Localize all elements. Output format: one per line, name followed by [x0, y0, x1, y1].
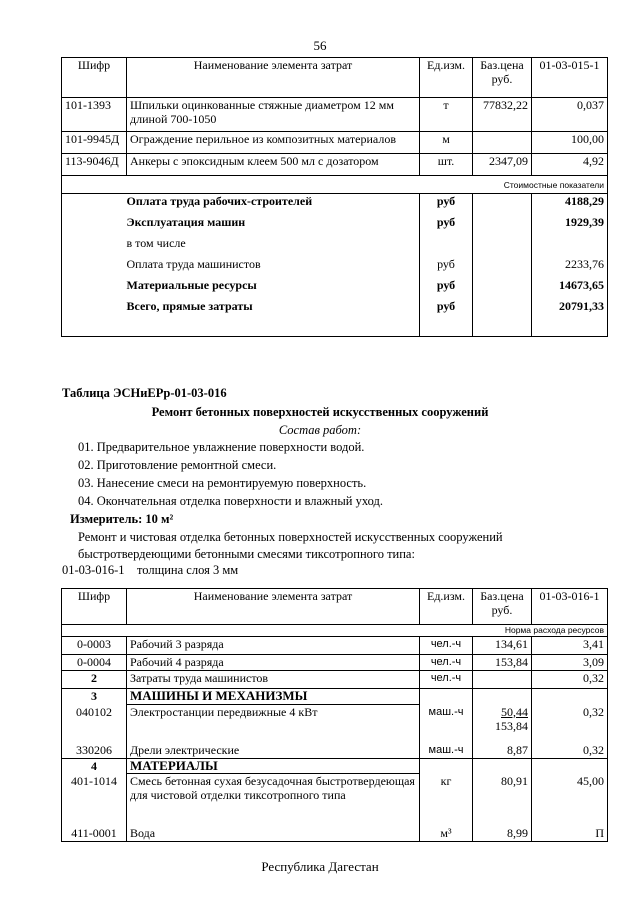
- cell-price: [473, 132, 532, 154]
- cell-name: Ограждение перильное из композитных материалов: [127, 132, 420, 154]
- cell-code: 0-0004: [62, 655, 127, 671]
- cell-code: 040102: [62, 705, 127, 743]
- section-title: МАТЕРИАЛЫ: [127, 759, 420, 774]
- cell-price: 2347,09: [473, 154, 532, 176]
- description: Ремонт и чистовая отделка бетонных поверхностей искусственных сооружений быстротвердеющими бетонными смесями тиксотропного типа:: [78, 530, 503, 561]
- cost-name: Эксплуатация машин: [127, 215, 420, 236]
- cell-name: Электростанции передвижные 4 кВт: [127, 705, 420, 743]
- cost-value: 1929,39: [532, 215, 608, 236]
- norm-caption: Норма расхода ресурсов: [62, 625, 608, 637]
- table-row: [62, 154, 608, 176]
- header-code: Шифр: [62, 589, 127, 625]
- table-row: [62, 705, 608, 743]
- cell-name: Шпильки оцинкованные стяжные диаметром 12 мм длиной 700-1050: [127, 98, 420, 132]
- page-number: 56: [313, 38, 327, 53]
- cell-code: 113-9046Д: [62, 154, 127, 176]
- work-step: 03. Нанесение смеси на ремонтируемую поверхность.: [78, 476, 367, 490]
- cost-value: 2233,76: [532, 257, 608, 278]
- cell-value: 3,09: [532, 655, 608, 671]
- cell-price: 80,91: [473, 774, 532, 826]
- header-norm: 01-03-015-1: [532, 58, 608, 98]
- composition-label: Состав работ:: [278, 423, 362, 437]
- cost-name: в том числе: [127, 236, 420, 257]
- cost-value: 4188,29: [532, 194, 608, 215]
- section-row: [62, 759, 608, 774]
- cell-name: Дрели электрические: [127, 743, 420, 759]
- cost-unit: [420, 236, 473, 257]
- footer: Республика Дагестан: [261, 859, 379, 874]
- header-name: Наименование элемента затрат: [127, 589, 420, 625]
- cell-name: Вода: [127, 826, 420, 842]
- cell-code: 330206: [62, 743, 127, 759]
- cost-row: [62, 299, 608, 337]
- cost-row: [62, 236, 608, 257]
- header-price: Баз.цена руб.: [473, 58, 532, 98]
- work-step: 01. Предварительное увлажнение поверхности водой.: [78, 440, 365, 454]
- cost-name: Материальные ресурсы: [127, 278, 420, 299]
- table-header-row: [62, 589, 608, 625]
- cell-unit: маш.-ч: [420, 705, 473, 743]
- cell-price: 153,84: [473, 655, 532, 671]
- table-header-row: [62, 58, 608, 98]
- cost-value: [532, 236, 608, 257]
- cell-price: 50,44: [501, 704, 528, 719]
- cell-unit: т: [420, 98, 473, 132]
- cell-name: Затраты труда машинистов: [127, 671, 420, 689]
- cell-code: 3: [62, 689, 127, 705]
- cost-unit: руб: [420, 257, 473, 278]
- meter-label: Измеритель: 10 м²: [70, 512, 174, 526]
- cell-name: Анкеры с эпоксидным клеем 500 мл с дозатором: [127, 154, 420, 176]
- cost-caption-row: [62, 176, 608, 194]
- table-row: [62, 98, 608, 132]
- cell-value: П: [532, 826, 608, 842]
- table-row: [62, 671, 608, 689]
- cell-price: 8,99: [473, 826, 532, 842]
- table-title: Таблица ЭСНиЕРр-01-03-016: [62, 386, 227, 400]
- cell-value: 0,32: [532, 705, 608, 743]
- header-code: Шифр: [62, 58, 127, 98]
- section-title: МАШИНЫ И МЕХАНИЗМЫ: [127, 689, 420, 705]
- table-row: [62, 132, 608, 154]
- cost-value: 20791,33: [532, 299, 608, 337]
- cell-unit: м³: [420, 826, 473, 842]
- table-row: [62, 774, 608, 826]
- cost-value: 14673,65: [532, 278, 608, 299]
- resource-table-2: [61, 588, 608, 842]
- header-unit: Ед.изм.: [420, 589, 473, 625]
- cell-unit: чел.-ч: [420, 655, 473, 671]
- cost-caption: Стоимостные показатели: [62, 176, 608, 194]
- cell-unit: м: [420, 132, 473, 154]
- table-row: [62, 743, 608, 759]
- cost-row: [62, 257, 608, 278]
- cell-price: 134,61: [473, 637, 532, 655]
- table-row: [62, 655, 608, 671]
- cell-value: 45,00: [532, 774, 608, 826]
- cell-unit: маш.-ч: [420, 743, 473, 759]
- header-norm: 01-03-016-1: [532, 589, 608, 625]
- cell-code: 0-0003: [62, 637, 127, 655]
- cell-value: 0,037: [532, 98, 608, 132]
- cell-value: 4,92: [532, 154, 608, 176]
- header-unit: Ед.изм.: [420, 58, 473, 98]
- cost-unit: руб: [420, 299, 473, 337]
- cost-unit: руб: [420, 278, 473, 299]
- cell-code: 2: [62, 671, 127, 689]
- cost-unit: руб: [420, 215, 473, 236]
- cell-name: Смесь бетонная сухая безусадочная быстротвердеющая для чистовой отделки тиксотропного типа: [127, 774, 420, 826]
- norm-caption-row: [62, 625, 608, 637]
- header-price: Баз.цена руб.: [473, 589, 532, 625]
- cell-code: 101-9945Д: [62, 132, 127, 154]
- cell-price-alt: 153,84: [495, 718, 528, 733]
- cell-code: 411-0001: [62, 826, 127, 842]
- cell-unit: шт.: [420, 154, 473, 176]
- resource-table-1: [61, 57, 608, 337]
- cell-value: 3,41: [532, 637, 608, 655]
- cost-name: Оплата труда машинистов: [127, 257, 420, 278]
- cell-price: 8,87: [473, 743, 532, 759]
- table-subtitle: Ремонт бетонных поверхностей искусственных сооружений: [151, 405, 489, 419]
- cost-row: [62, 278, 608, 299]
- header-name: Наименование элемента затрат: [127, 58, 420, 98]
- cell-unit: чел.-ч: [420, 671, 473, 689]
- cost-name: Всего, прямые затраты: [127, 299, 420, 337]
- table-row: [62, 826, 608, 842]
- cell-name: Рабочий 3 разряда: [127, 637, 420, 655]
- cell-value: 0,32: [532, 671, 608, 689]
- work-step: 02. Приготовление ремонтной смеси.: [78, 458, 277, 472]
- cell-name: Рабочий 4 разряда: [127, 655, 420, 671]
- cell-unit: чел.-ч: [420, 637, 473, 655]
- cell-value: 100,00: [532, 132, 608, 154]
- cell-code: 101-1393: [62, 98, 127, 132]
- cost-row: [62, 194, 608, 215]
- cell-code: 4: [62, 759, 127, 774]
- cost-unit: руб: [420, 194, 473, 215]
- cell-unit: кг: [420, 774, 473, 826]
- cell-price: 77832,22: [473, 98, 532, 132]
- table-row: [62, 637, 608, 655]
- cost-row: [62, 215, 608, 236]
- cell-value: 0,32: [532, 743, 608, 759]
- work-step: 04. Окончательная отделка поверхности и влажный уход.: [78, 494, 383, 508]
- code-line: 01-03-016-1 толщина слоя 3 мм: [62, 563, 239, 577]
- cell-price: [473, 671, 532, 689]
- section-row: [62, 689, 608, 705]
- cost-name: Оплата труда рабочих-строителей: [127, 194, 420, 215]
- cell-code: 401-1014: [62, 774, 127, 826]
